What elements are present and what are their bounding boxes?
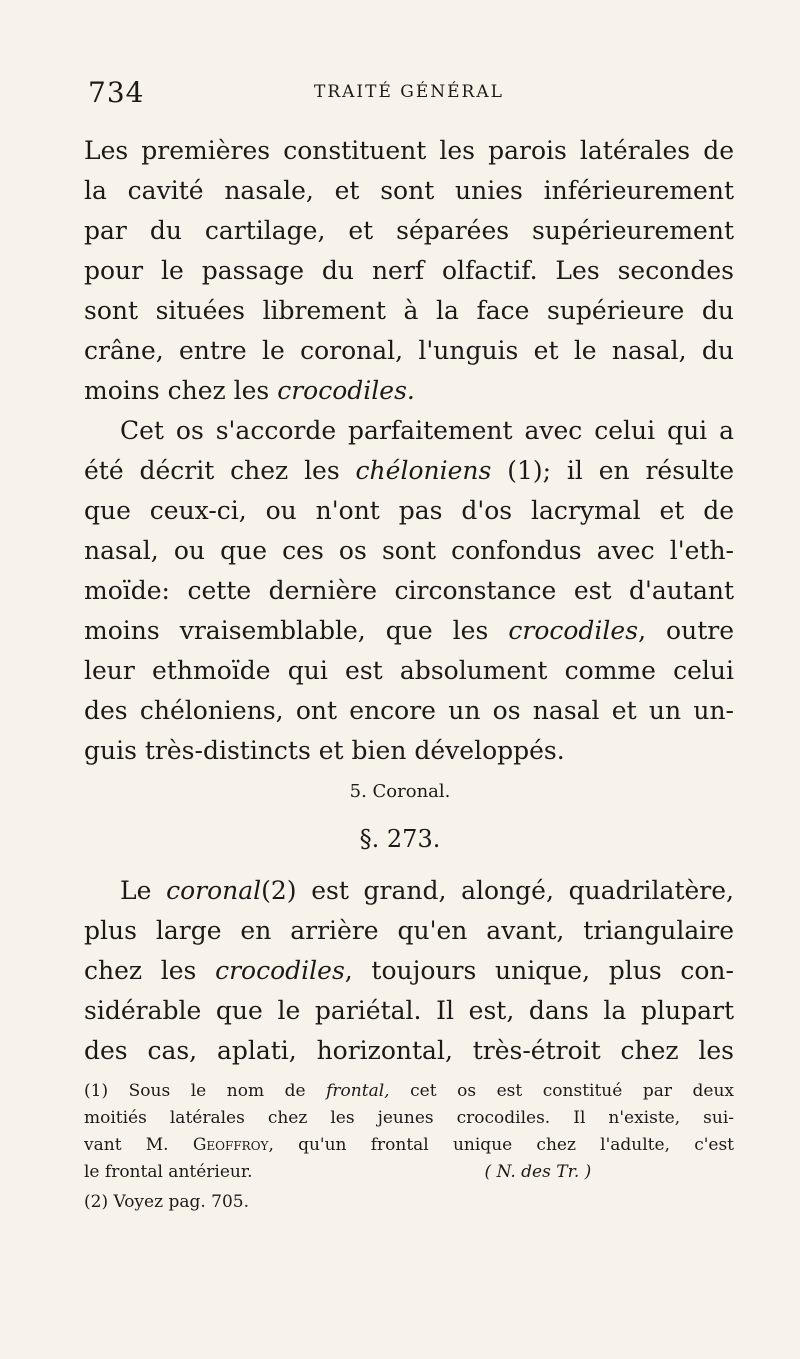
author-name: Geoffroy [192,1135,269,1155]
text-line: sont situées librement à la face supérieure du [84,296,734,325]
text-line: Cet os s'accorde parfaitement avec celui qui a [120,416,734,445]
italic-term: crocodiles [508,616,639,645]
translator-note: ( N. des Tr. ) [484,1162,592,1182]
text-line: des cas, aplati, horizontal, très-étroit chez les [84,1036,734,1065]
text-line: leur ethmoïde qui est absolument comme celui [84,656,734,685]
text-line: crâne, entre le coronal, l'unguis et le nasal, du [84,336,734,365]
italic-term: coronal [166,876,262,905]
text-line: moïde: cette dernière circonstance est d'autant [84,576,734,605]
text-line: guis très-distincts et bien développés. [84,736,565,765]
italic-term: frontal, [326,1081,390,1101]
text-line: par du cartilage, et séparées supérieurement [84,216,734,245]
page-number: 734 [88,76,145,109]
text-line: nasal, ou que ces os sont confondus avec l'eth- [84,536,734,565]
footnote-line: vant M. Geoffroy, qu'un frontal unique chez l'adulte, c'est [84,1135,735,1155]
footnote-line: (2) Voyez pag. 705. [84,1192,250,1212]
text-line: sidérable que le pariétal. Il est, dans la plupart [84,996,734,1025]
text-line: été décrit chez les chéloniens (1); il en résulte [84,456,734,485]
text-line: chez les crocodiles, toujours unique, plus con- [84,956,734,985]
text-line: la cavité nasale, et sont unies inférieurement [84,176,734,205]
text-line: Le coronal(2) est grand, alongé, quadrilatère, [120,876,734,905]
section-number: §. 273. [359,825,441,853]
text-line: Les premières constituent les parois latérales de [84,136,734,165]
italic-term: crocodiles [215,956,345,985]
page-header [84,74,744,108]
footnote-line: (1) Sous le nom de frontal, cet os est constitué par deux [84,1081,735,1101]
running-title: TRAITÉ GÉNÉRAL [314,82,504,102]
text-line: plus large en arrière qu'en avant, triangulaire [84,916,734,945]
text-line: moins chez les crocodiles. [84,376,415,405]
text-line: moins vraisemblable, que les crocodiles, outre [84,616,735,645]
italic-term: chéloniens [355,456,492,485]
text-line: que ceux-ci, ou n'ont pas d'os lacrymal et de [84,496,734,525]
italic-term: crocodiles. [277,376,415,405]
text-line: pour le passage du nerf olfactif. Les secondes [84,256,734,285]
footnote-line: moitiés latérales chez les jeunes crocodiles. Il n'existe, sui- [84,1108,734,1128]
footnote-line: le frontal antérieur. ( N. des Tr. ) [84,1162,592,1182]
section-label: 5. Coronal. [349,781,451,802]
text-line: des chéloniens, ont encore un os nasal et un un- [84,696,734,725]
